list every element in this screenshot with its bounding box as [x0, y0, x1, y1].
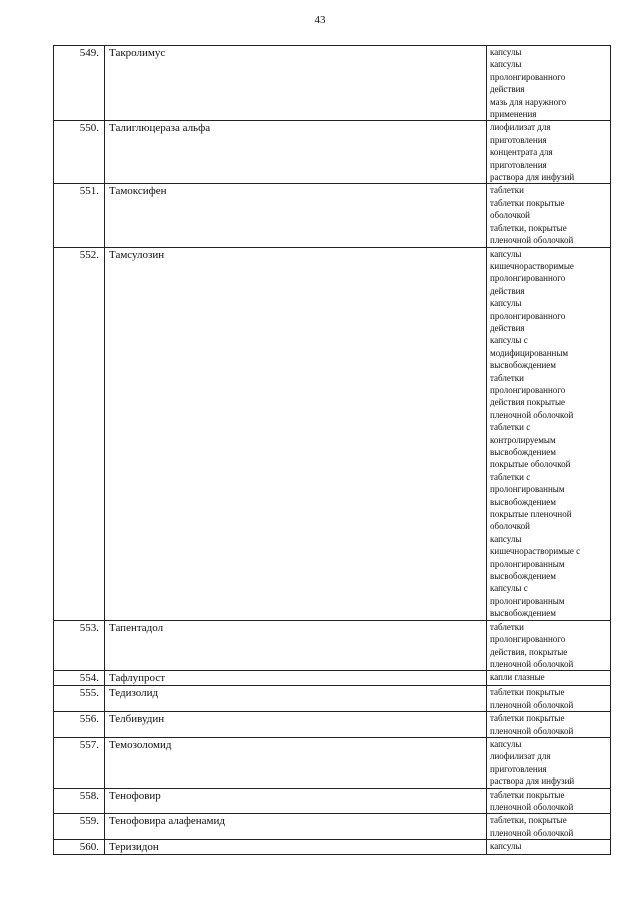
drug-name: Темозоломид	[105, 737, 487, 788]
table-row	[54, 671, 611, 686]
row-number: 558.	[54, 788, 105, 814]
dosage-form-line: кишечнорастворимые	[490, 260, 574, 271]
dosage-form-line: пролонгированным	[490, 595, 565, 606]
dosage-form-line: пролонгированного	[490, 273, 566, 284]
row-number: 560.	[54, 840, 105, 855]
drug-table	[53, 45, 611, 855]
dosage-form-line: приготовления	[490, 134, 547, 145]
table-row	[54, 814, 611, 840]
table-row	[54, 686, 611, 712]
dosage-form-line: капли глазные	[490, 672, 545, 683]
table-row	[54, 840, 611, 855]
drug-name: Тафлупрост	[105, 671, 487, 686]
dosage-form-line: действия покрытые	[490, 397, 565, 408]
row-number: 555.	[54, 686, 105, 712]
dosage-form-line: капсулы	[490, 298, 522, 309]
table-row	[54, 712, 611, 738]
dosage-form-line: высвобождением	[490, 360, 556, 371]
dosage-form-line: таблетки с	[490, 471, 531, 482]
dosage-form-line: таблетки, покрытые	[490, 815, 567, 826]
table-row	[54, 121, 611, 184]
row-number: 551.	[54, 184, 105, 247]
dosage-forms	[487, 46, 611, 121]
dosage-form-line: концентрата для	[490, 147, 553, 158]
dosage-form-line: раствора для инфузий	[490, 776, 575, 787]
dosage-form-line: пролонгированным	[490, 558, 565, 569]
dosage-forms	[487, 814, 611, 840]
dosage-form-line: действия	[490, 322, 525, 333]
dosage-form-line: действия, покрытые	[490, 646, 568, 657]
dosage-form-line: пленочной оболочкой	[490, 409, 574, 420]
dosage-forms	[487, 671, 611, 686]
dosage-form-line: таблетки, покрытые	[490, 222, 567, 233]
dosage-forms	[487, 121, 611, 184]
drug-name: Тамсулозин	[105, 247, 487, 620]
dosage-form-line: оболочкой	[490, 210, 530, 221]
table-row	[54, 247, 611, 620]
dosage-form-line: капсулы с	[490, 335, 528, 346]
row-number: 550.	[54, 121, 105, 184]
drug-name: Тедизолид	[105, 686, 487, 712]
dosage-form-line: таблетки с	[490, 422, 531, 433]
drug-name: Теризидон	[105, 840, 487, 855]
row-number: 552.	[54, 247, 105, 620]
dosage-form-line: покрытые оболочкой	[490, 459, 571, 470]
dosage-form-line: пленочной оболочкой	[490, 699, 574, 710]
dosage-form-line: таблетки покрытые	[490, 713, 565, 724]
dosage-form-line: капсулы	[490, 738, 522, 749]
dosage-form-line: приготовления	[490, 159, 547, 170]
dosage-form-line: пролонгированного	[490, 71, 566, 82]
dosage-forms	[487, 620, 611, 671]
drug-name: Тапентадол	[105, 620, 487, 671]
dosage-forms	[487, 686, 611, 712]
dosage-form-line: капсулы	[490, 59, 522, 70]
dosage-form-line: раствора для инфузий	[490, 172, 575, 183]
dosage-forms	[487, 712, 611, 738]
dosage-form-line: высвобождением	[490, 608, 556, 619]
dosage-form-line: пролонгированного	[490, 384, 566, 395]
dosage-form-line: высвобождением	[490, 496, 556, 507]
dosage-form-line: капсулы	[490, 841, 522, 852]
dosage-form-line: приготовления	[490, 763, 547, 774]
dosage-form-line: высвобождением	[490, 571, 556, 582]
dosage-form-line: капсулы	[490, 533, 522, 544]
dosage-forms	[487, 184, 611, 247]
dosage-forms	[487, 247, 611, 620]
dosage-form-line: пролонгированным	[490, 484, 565, 495]
dosage-form-line: капсулы	[490, 248, 522, 259]
row-number: 557.	[54, 737, 105, 788]
dosage-form-line: пленочной оболочкой	[490, 801, 574, 812]
drug-name: Такролимус	[105, 46, 487, 121]
dosage-form-line: действия	[490, 84, 525, 95]
dosage-form-line: высвобождением	[490, 447, 556, 457]
drug-name: Телбивудин	[105, 712, 487, 738]
dosage-form-line: пленочной оболочкой	[490, 725, 574, 736]
dosage-form-line: оболочкой	[490, 521, 530, 532]
drug-name: Тенофовир	[105, 788, 487, 814]
dosage-form-line: контролируемым	[490, 434, 556, 445]
dosage-form-line: пленочной оболочкой	[490, 827, 574, 838]
dosage-form-line: таблетки	[490, 621, 525, 632]
dosage-form-line: капсулы	[490, 47, 522, 57]
dosage-form-line: таблетки покрытые	[490, 687, 565, 698]
dosage-form-line: применения	[490, 109, 537, 120]
dosage-form-line: лиофилизат для	[490, 751, 551, 762]
drug-name: Талиглюцераза альфа	[105, 121, 487, 184]
table-body	[54, 46, 611, 855]
drug-name: Тенофовира алафенамид	[105, 814, 487, 840]
dosage-form-line: модифицированным	[490, 347, 569, 358]
row-number: 549.	[54, 46, 105, 121]
dosage-form-line: таблетки	[490, 185, 525, 196]
row-number: 559.	[54, 814, 105, 840]
dosage-form-line: пролонгированного	[490, 310, 566, 321]
dosage-form-line: кишечнорастворимые с	[490, 546, 581, 557]
dosage-forms	[487, 840, 611, 855]
table-row	[54, 46, 611, 121]
dosage-form-line: таблетки покрытые	[490, 789, 565, 800]
table-row	[54, 620, 611, 671]
dosage-form-line: таблетки	[490, 372, 525, 383]
row-number: 554.	[54, 671, 105, 686]
dosage-forms	[487, 737, 611, 788]
table-row	[54, 737, 611, 788]
dosage-form-line: покрытые пленочной	[490, 509, 572, 520]
dosage-form-line: пленочной оболочкой	[490, 235, 574, 246]
dosage-form-line: таблетки покрытые	[490, 197, 565, 208]
dosage-form-line: пленочной оболочкой	[490, 658, 574, 669]
dosage-form-line: пролонгированного	[490, 634, 566, 645]
dosage-forms	[487, 788, 611, 814]
table-row	[54, 184, 611, 247]
dosage-form-line: действия	[490, 285, 525, 296]
dosage-form-line: капсулы с	[490, 583, 528, 594]
table-row	[54, 788, 611, 814]
page-number: 43	[314, 14, 326, 26]
row-number: 553.	[54, 620, 105, 671]
row-number: 556.	[54, 712, 105, 738]
dosage-form-line: мазь для наружного	[490, 96, 567, 107]
dosage-form-line: лиофилизат для	[490, 122, 551, 133]
drug-name: Тамоксифен	[105, 184, 487, 247]
